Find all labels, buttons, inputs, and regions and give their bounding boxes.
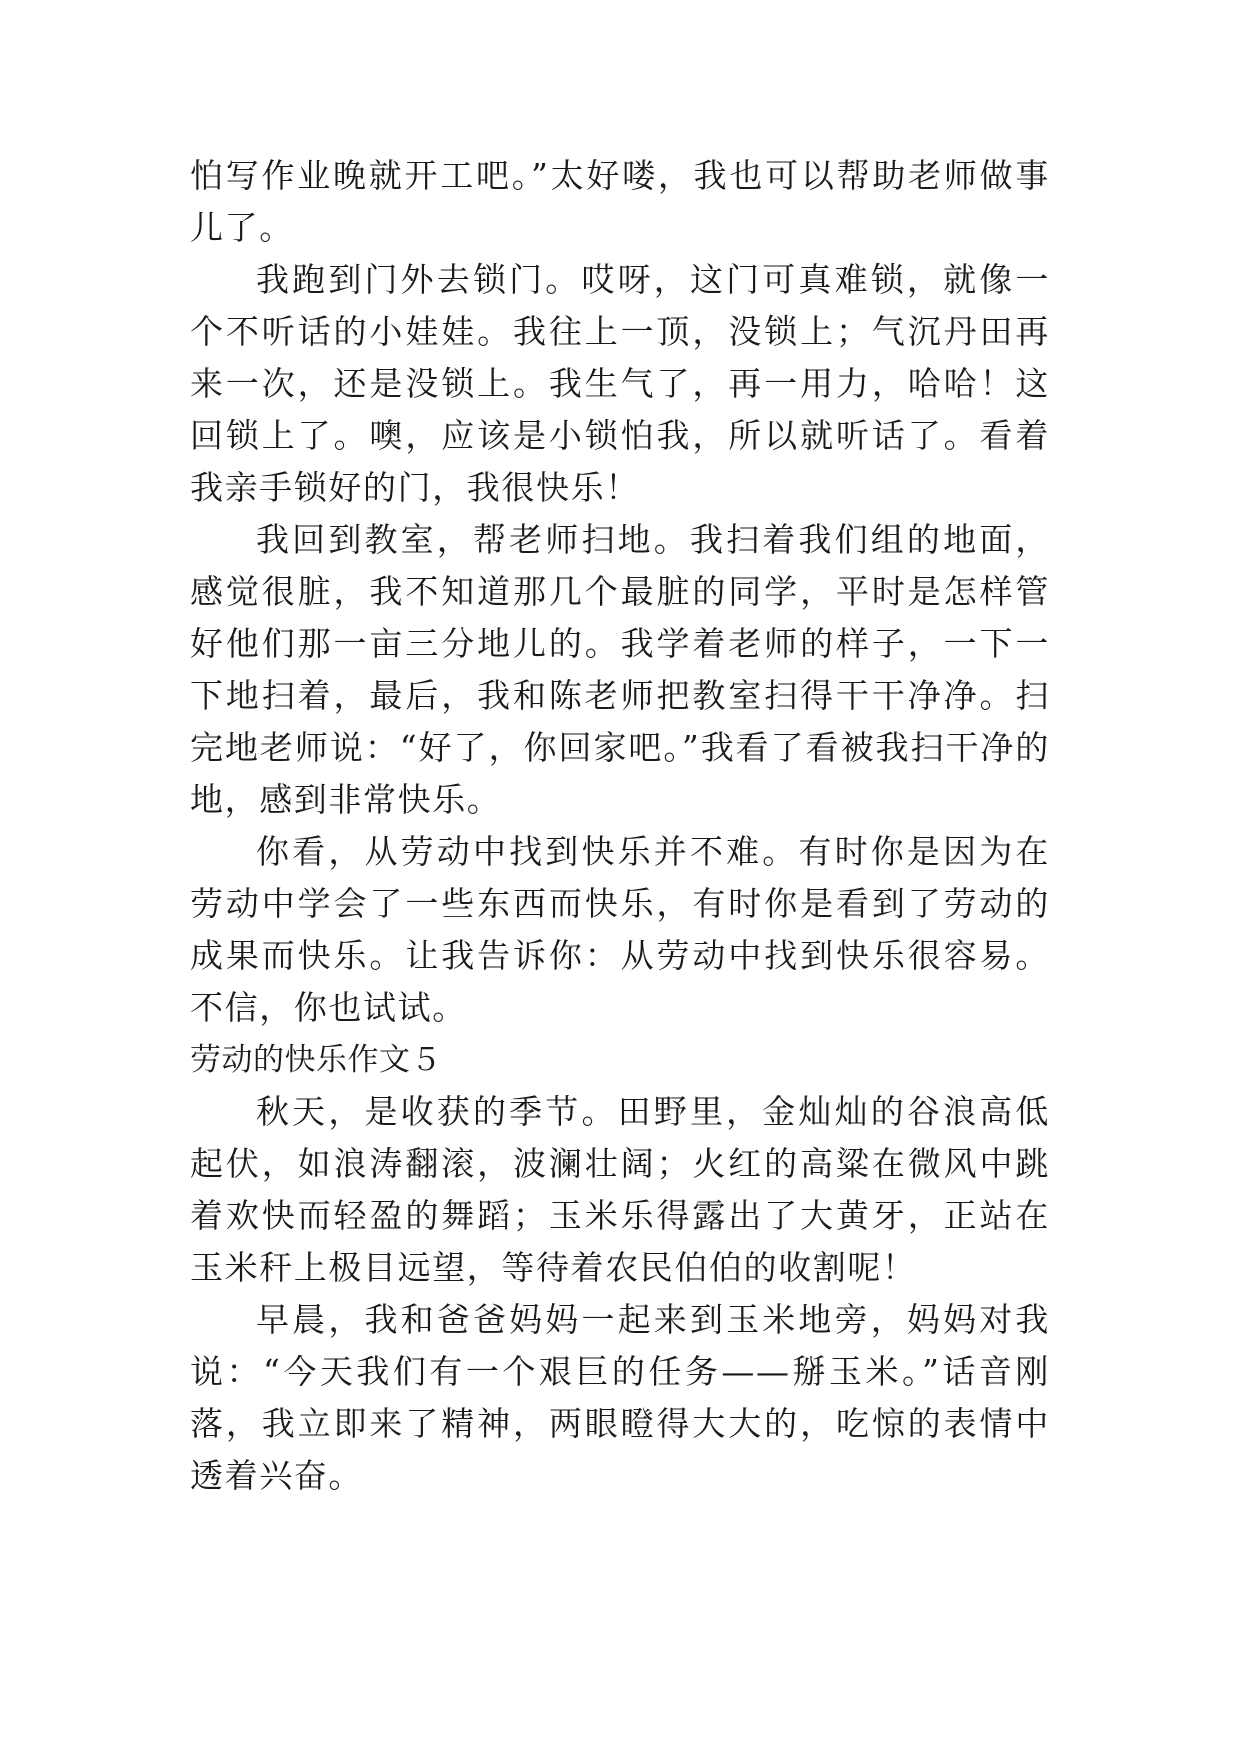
document-page	[190, 150, 1050, 1502]
paragraph: 秋天，是收获的季节。田野里，金灿灿的谷浪高低起伏，如浪涛翻滚，波澜壮阔；火红的高粱在微风中跳着欢快而轻盈的舞蹈；玉米乐得露出了大黄牙，正站在玉米秆上极目远望，等待着农民伯伯的收割呢！	[190, 1092, 1050, 1287]
paragraph: 我回到教室，帮老师扫地。我扫着我们组的地面，感觉很脏，我不知道那几个最脏的同学，平时是怎样管好他们那一亩三分地儿的。我学着老师的样子，一下一下地扫着，最后，我和陈老师把教室扫得干干净净。扫完地老师说：“好了，你回家吧。”我看了看被我扫干净的地，感到非常快乐。	[190, 520, 1050, 819]
paragraph: 我跑到门外去锁门。哎呀，这门可真难锁，就像一个不听话的小娃娃。我往上一顶，没锁上；气沉丹田再来一次，还是没锁上。我生气了，再一用力，哈哈！这回锁上了。噢，应该是小锁怕我，所以就听话了。看着我亲手锁好的门，我很快乐！	[190, 260, 1050, 507]
paragraph: 你看，从劳动中找到快乐并不难。有时你是因为在劳动中学会了一些东西而快乐，有时你是看到了劳动的成果而快乐。让我告诉你：从劳动中找到快乐很容易。不信，你也试试。	[190, 832, 1050, 1027]
section-heading: 劳动的快乐作文５	[190, 1042, 442, 1078]
paragraph: 早晨，我和爸爸妈妈一起来到玉米地旁，妈妈对我说：“今天我们有一个艰巨的任务——掰玉米。”话音刚落，我立即来了精神，两眼瞪得大大的，吃惊的表情中透着兴奋。	[190, 1300, 1050, 1495]
paragraph: 怕写作业晚就开工吧。”太好喽，我也可以帮助老师做事儿了。	[190, 156, 1050, 247]
